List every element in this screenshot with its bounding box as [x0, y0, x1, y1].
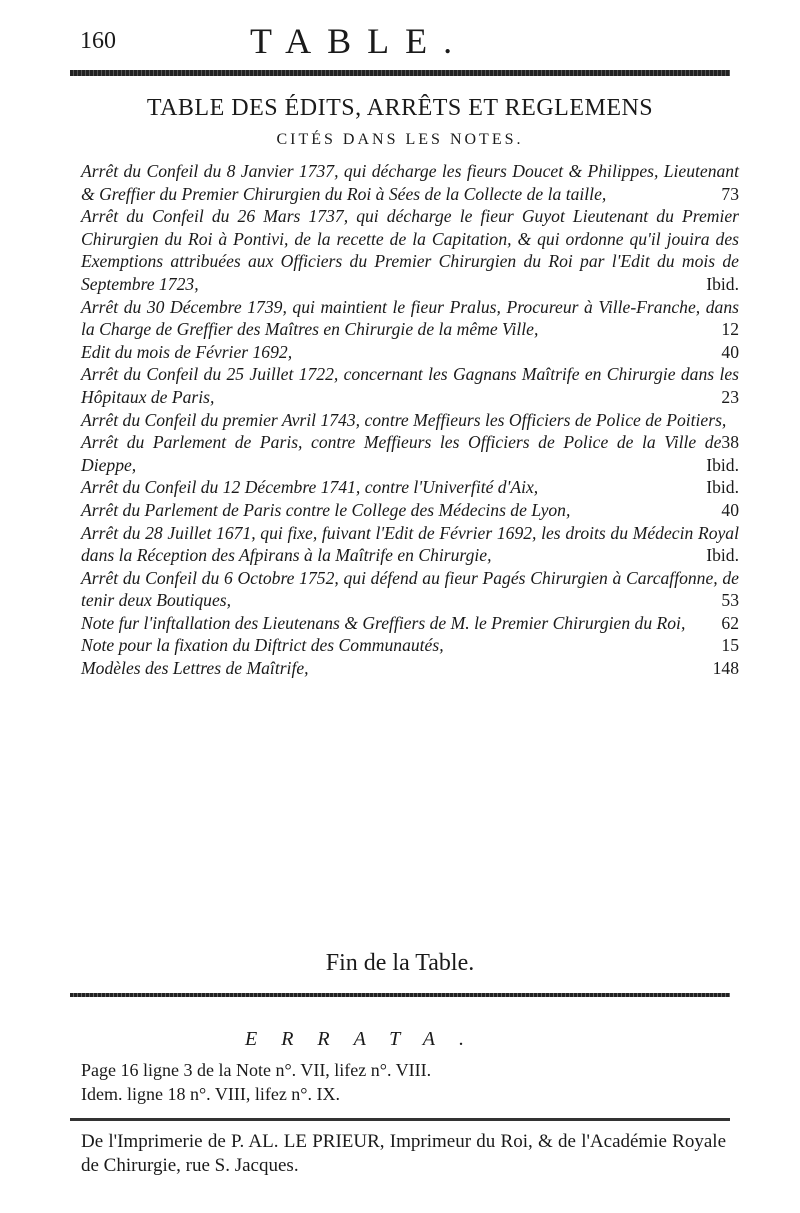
- errata-top-rule: [70, 993, 730, 997]
- section-title: TABLE DES ÉDITS, ARRÊTS ET REGLEMENS: [146, 95, 654, 121]
- table-entry: [81, 205, 739, 295]
- entry-page-ref: 40: [721, 341, 739, 362]
- entry-page-ref: Ibid.: [706, 545, 739, 566]
- table-entries: [81, 160, 739, 680]
- entry-text: Arrêt du Confeil du 12 Décembre 1741, contre l'Univerfité d'Aix,: [81, 477, 539, 498]
- entry-text: Arrêt du Confeil du 8 Janvier 1737, qui décharge les fieurs Doucet & Philippes, Lieutenant & Greffier du Premier Chirurgien du Roi à Sées de la Collecte de la taille,: [81, 161, 739, 204]
- entry-page-ref: 15: [721, 635, 739, 656]
- table-entry: [81, 296, 739, 341]
- errata-title: ERRATA.: [245, 1028, 488, 1050]
- entry-page-ref: Ibid.: [706, 273, 739, 294]
- table-entry: [81, 612, 739, 635]
- header-rule: [70, 70, 730, 76]
- errata-line: Idem. ligne 18 n°. VIII, lifez n°. IX.: [81, 1084, 340, 1104]
- entry-page-ref: Ibid.: [706, 477, 739, 498]
- table-entry: [81, 476, 739, 499]
- table-entry: [81, 431, 739, 476]
- entry-page-ref: 38: [721, 432, 739, 453]
- table-end-text: Fin de la Table.: [325, 950, 475, 976]
- entry-text: Arrêt du 28 Juillet 1671, qui fixe, fuivant l'Edit de Février 1692, les droits du Médecin Royal dans la Réception des Afpirans à la Maîtrife en Chirurgie,: [81, 522, 739, 566]
- entry-page-ref: 73: [721, 183, 739, 204]
- entry-text: Arrêt du Confeil du premier Avril 1743, contre Meffieurs les Officiers de Police de Poitiers,: [81, 409, 727, 430]
- table-entry: [81, 409, 739, 453]
- table-entry: [81, 567, 739, 612]
- entry-page-ref: Ibid.: [706, 454, 739, 475]
- errata-line: Page 16 ligne 3 de la Note n°. VII, lifez n°. VIII.: [81, 1060, 432, 1080]
- entry-page-ref: 23: [721, 386, 739, 407]
- entry-page-ref: 62: [721, 612, 739, 633]
- table-entry: [81, 522, 739, 567]
- page-number: 160: [80, 28, 116, 54]
- table-entry: [81, 363, 739, 408]
- printer-imprint: De l'Imprimerie de P. AL. LE PRIEUR, Imprimeur du Roi, & de l'Académie Royale de Chirurgie, rue S. Jacques.: [81, 1131, 726, 1176]
- entry-text: Arrêt du Parlement de Paris, contre Meffieurs les Officiers de Police de la Ville de Dieppe,: [81, 432, 722, 475]
- entry-text: Note pour la fixation du Diftrict des Communautés,: [81, 635, 444, 656]
- entry-text: Arrêt du 30 Décembre 1739, qui maintient le fieur Pralus, Procureur à Ville-Franche, dans la Charge de Greffier des Maîtres en Chirurgie de la même Ville,: [81, 296, 739, 340]
- table-entry: [81, 160, 739, 205]
- table-entry: [81, 634, 739, 657]
- entry-page-ref: 53: [721, 590, 739, 611]
- table-entry: [81, 657, 739, 680]
- running-title: TABLE.: [250, 21, 469, 61]
- entry-text: Note fur l'inftallation des Lieutenans & Greffiers de M. le Premier Chirurgien du Roi,: [81, 612, 686, 633]
- table-entry: [81, 499, 739, 522]
- entry-page-ref: 12: [721, 319, 739, 340]
- entry-text: Arrêt du Confeil du 25 Juillet 1722, concernant les Gagnans Maîtrife en Chirurgie dans les Hôpitaux de Paris,: [81, 364, 739, 407]
- entry-text: Arrêt du Confeil du 6 Octobre 1752, qui défend au fieur Pagés Chirurgien à Carcaffonne, de tenir deux Boutiques,: [81, 567, 739, 611]
- entry-text: Arrêt du Parlement de Paris contre le College des Médecins de Lyon,: [81, 499, 571, 520]
- imprint-rule: [70, 1118, 730, 1121]
- entry-text: Edit du mois de Février 1692,: [81, 341, 293, 362]
- page-header: [80, 20, 730, 60]
- entry-text: Modèles des Lettres de Maîtrife,: [81, 658, 309, 679]
- table-entry: [81, 341, 739, 364]
- section-subtitle: CITÉS DANS LES NOTES.: [276, 131, 524, 148]
- entry-page-ref: 148: [712, 658, 739, 679]
- entry-page-ref: 40: [721, 499, 739, 520]
- entry-text: Arrêt du Confeil du 26 Mars 1737, qui décharge le fieur Guyot Lieutenant du Premier Chirurgien du Roi à Pontivi, de la recette de la Capitation, & qui ordonne qu'il jouira des Exemptions attribuées aux Officiers du Premier Chirurgien du Roi par l'Edit du mois de Septembre 1723,: [81, 206, 739, 294]
